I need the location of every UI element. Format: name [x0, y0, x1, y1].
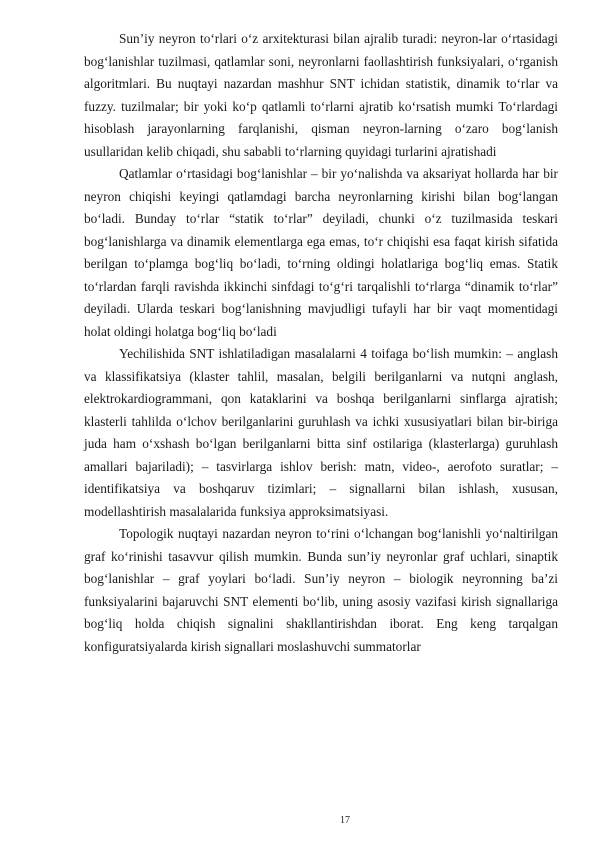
- body-text: [84, 28, 558, 658]
- paragraph-neural-network-architecture: Sun’iy neyron to‘rlari o‘z arxitekturasi bilan ajralib turadi: neyron-lar o‘rtasidagi bog‘lanishlar tuzilmasi, qatlamlar soni, neyronlarni faollashtirish funksiyalari, o‘rganish algoritmlari. Bu nuqtayi nazardan mashhur SNT ichidan statistik, dinamik to‘rlar va fuzzy. tuzilmalar; bir yoki ko‘p qatlamli to‘rlarni ajratib ko‘rsatish mumki To‘rlardagi hisoblash jarayonlarning farqlanishi, qisman neyron-larning o‘zaro bog‘lanish usullaridan kelib chiqadi, shu sababli to‘rlarning quyidagi turlarini ajratishadi: [84, 31, 558, 159]
- paragraph-task-categories: Yechilishida SNT ishlatiladigan masalalarni 4 toifaga bo‘lish mumkin: – anglash va klassifikatsiya (klaster tahlil, masalan, belgili berilganlarni va nutqni anglash, elektrokardiogrammani, qon kataklarini va boshqa berilganlarni sinflarga ajratish; klasterli tahlilda o‘lchov berilganlarini guruhlash va ichki xususiyatlari bilan bir-biriga juda ham o‘xshash bo‘lgan berilganlarni bitta sinf ostilariga (klasterlarga) guruhlash amallari bajariladi); – tasvirlarga ishlov berish: matn, video-, aerofoto suratlar; – identifikatsiya va boshqaruv tizimlari; – signallarni bilan ishlash, xususan, modellashtirish masalalarida funksiya approksimatsiyasi.: [84, 346, 558, 519]
- paragraph-static-dynamic-networks: Qatlamlar o‘rtasidagi bog‘lanishlar – bir yo‘nalishda va aksariyat hollarda har bir neyron chiqishi keyingi qatlamdagi barcha neyronlarning kirishi bilan bog‘langan bo‘ladi. Bunday to‘rlar “statik to‘rlar” deyiladi, chunki o‘z tuzilmasida teskari bog‘lanishlarga va dinamik elementlarga ega emas, to‘r chiqishi esa faqat kirish sifatida berilgan to‘plamga bog‘liq bo‘ladi, to‘rning oldingi holatlariga bog‘liq emas. Statik to‘rlardan farqli ravishda ikkinchi sinfdagi to‘g‘ri tarqalishli to‘rlarga “dinamik to‘rlar” deyiladi. Ularda teskari bog‘lanishning mavjudligi tufayli har bir vaqt momentidagi holat oldingi holatga bog‘liq bo‘ladi: [84, 166, 558, 339]
- page-number: 17: [340, 815, 350, 826]
- paragraph-topology: Topologik nuqtayi nazardan neyron to‘rini o‘lchangan bog‘lanishli yo‘naltirilgan graf ko‘rinishi tasavvur qilish mumkin. Bunda sun’iy neyronlar graf uchlari, sinaptik bog‘lanishlar – graf yoylari bo‘ladi. Sun’iy neyron – biologik neyronning ba’zi funksiyalarini bajaruvchi SNT elementi bo‘lib, uning asosiy vazifasi kirish signallariga bog‘liq holda chiqish signalini shakllantirishdan iborat. Eng keng tarqalgan konfiguratsiyalarda kirish signallari moslashuvchi summatorlar: [84, 526, 558, 654]
